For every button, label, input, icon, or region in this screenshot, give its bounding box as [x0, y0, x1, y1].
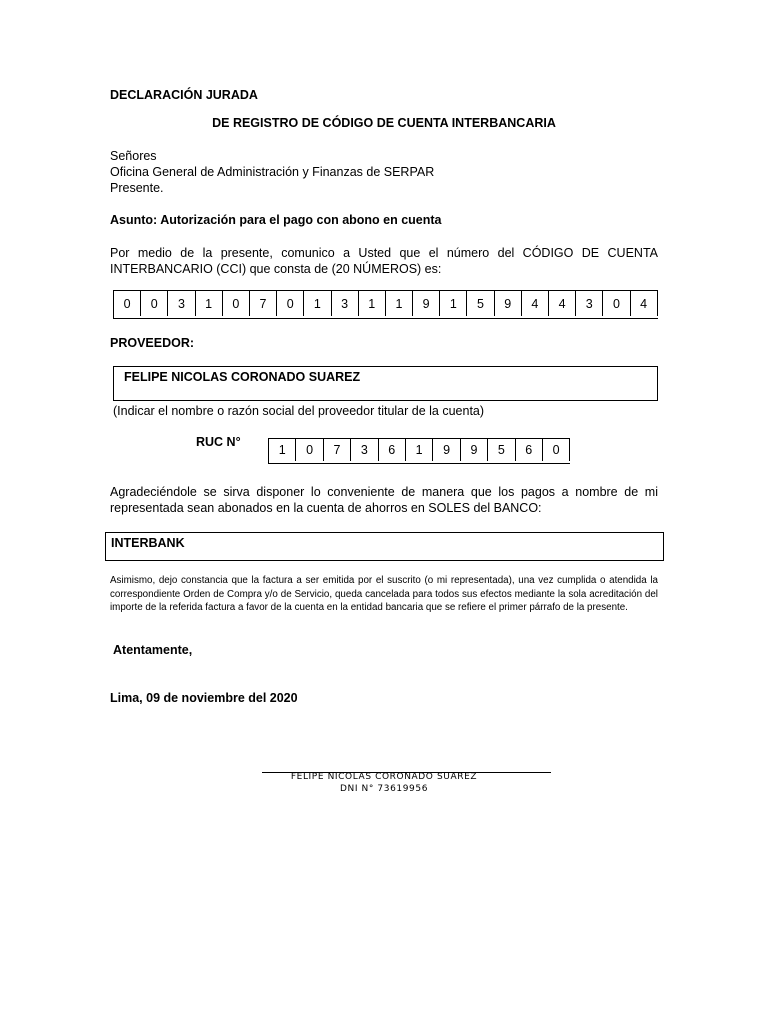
provider-name: FELIPE NICOLAS CORONADO SUAREZ: [124, 370, 361, 384]
intro-paragraph: Por medio de la presente, comunico a Usted que el número del CÓDIGO DE CUENTA INTERBANCARIO (CCI) que consta de (20 NÚMEROS) es:: [110, 246, 658, 276]
digit-cell: 4: [631, 291, 658, 316]
digit-cell: 4: [522, 291, 549, 316]
digit-cell: 1: [386, 291, 413, 316]
digit-cell: 0: [603, 291, 630, 316]
digit-cell: 4: [549, 291, 576, 316]
digit-cell: 1: [196, 291, 223, 316]
address-line: Oficina General de Administración y Finanzas de SERPAR: [110, 165, 435, 179]
digit-cell: 0: [296, 439, 323, 461]
digit-cell: 0: [543, 439, 570, 461]
digit-cell: 0: [114, 291, 141, 316]
digit-cell: 3: [351, 439, 378, 461]
signature-name: FELIPE NICOLAS CORONADO SUAREZ: [290, 772, 478, 782]
digit-cell: 1: [440, 291, 467, 316]
digit-cell: 9: [413, 291, 440, 316]
document-subheading: DE REGISTRO DE CÓDIGO DE CUENTA INTERBANCARIA: [212, 116, 556, 130]
digit-cell: 3: [332, 291, 359, 316]
bank-name-box: [105, 532, 664, 561]
address-line: Señores: [110, 149, 157, 163]
digit-cell: 7: [324, 439, 351, 461]
signature-dni: DNI N° 73619956: [339, 784, 429, 794]
digit-cell: 1: [269, 439, 296, 461]
provider-name-box: [113, 366, 658, 401]
place-date: Lima, 09 de noviembre del 2020: [110, 691, 298, 705]
request-paragraph: Agradeciéndole se sirva disponer lo conveniente de manera que los pagos a nombre de mi representada sean abonados en la cuenta de ahorros en SOLES del BANCO:: [110, 485, 658, 515]
closing-line: Atentamente,: [113, 643, 193, 657]
provider-note: (Indicar el nombre o razón social del proveedor titular de la cuenta): [113, 404, 485, 418]
ruc-digit-boxes: [268, 438, 570, 464]
digit-cell: 0: [141, 291, 168, 316]
digit-cell: 3: [576, 291, 603, 316]
digit-cell: 6: [379, 439, 406, 461]
document-heading: DECLARACIÓN JURADA: [110, 88, 258, 102]
digit-cell: 9: [461, 439, 488, 461]
provider-label: PROVEEDOR:: [110, 336, 195, 350]
cci-digit-boxes: [113, 290, 658, 319]
bank-name: INTERBANK: [111, 536, 185, 550]
address-line: Presente.: [110, 181, 164, 195]
disclaimer-paragraph: Asimismo, dejo constancia que la factura a ser emitida por el suscrito (o mi representada), una vez cumplida o atendida la correspondiente Orden de Compra y/o de Servicio, queda cancelada para todos sus efectos mediante la sola acreditación del importe de la referida factura a favor de la cuenta en la entidad bancaria que se refiere el primer párrafo de la presente.: [110, 575, 658, 613]
digit-cell: 5: [467, 291, 494, 316]
digit-cell: 9: [495, 291, 522, 316]
digit-cell: 1: [406, 439, 433, 461]
digit-cell: 6: [516, 439, 543, 461]
digit-cell: 9: [433, 439, 460, 461]
digit-cell: 1: [359, 291, 386, 316]
digit-cell: 5: [488, 439, 515, 461]
digit-cell: 1: [304, 291, 331, 316]
subject-line: Asunto: Autorización para el pago con abono en cuenta: [110, 213, 442, 227]
digit-cell: 7: [250, 291, 277, 316]
address-block: [110, 148, 434, 196]
ruc-label: RUC N°: [196, 435, 241, 449]
digit-cell: 0: [223, 291, 250, 316]
digit-cell: 3: [168, 291, 195, 316]
digit-cell: 0: [277, 291, 304, 316]
